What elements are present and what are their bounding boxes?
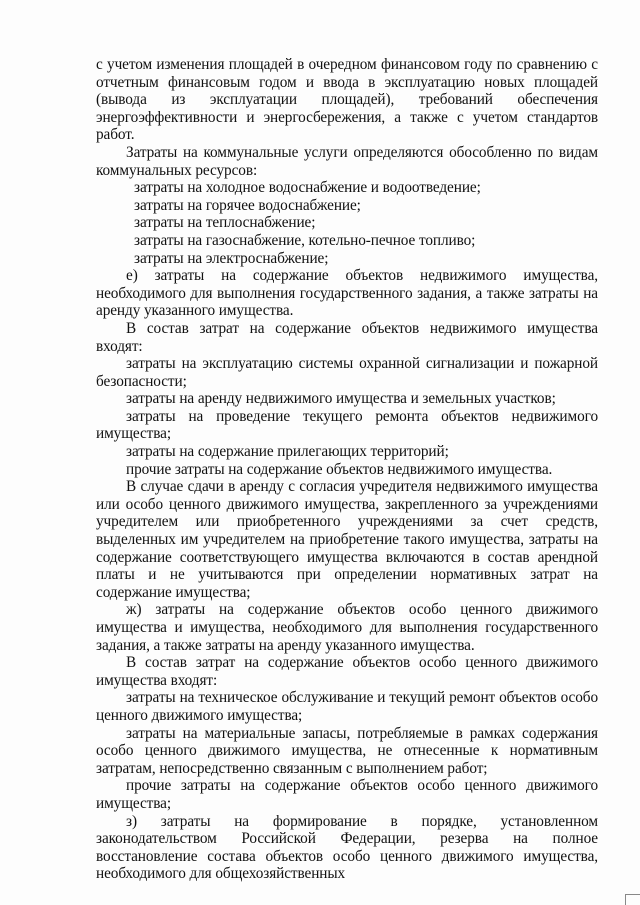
list-item-other-movable: прочие затраты на содержание объектов особо ценного движимого имущества;	[96, 777, 598, 812]
paragraph-utilities-intro: Затраты на коммунальные услуги определяются обособленно по видам коммунальных ресурсов:	[96, 143, 598, 179]
list-item-gas: затраты на газоснабжение, котельно-печное топливо;	[134, 231, 476, 249]
paragraph-e-real-estate: е) затраты на содержание объектов недвижимого имущества, необходимого для выполнения государственного задания, а также затраты на аренду указанного имущества.	[96, 267, 598, 320]
list-item-cold-water: затраты на холодное водоснабжение и водоотведение;	[134, 179, 481, 197]
paragraph-continuation: с учетом изменения площадей в очередном финансовом году по сравнению с отчетным финансовым годом и ввода в эксплуатацию новых площадей (вывода из эксплуатации площадей), требований обеспечения энергоэффективности и энергосбережения, а также с учетом стандартов работ.	[96, 56, 598, 144]
paragraph-lease-case: В случае сдачи в аренду с согласия учредителя недвижимого имущества или особо ценного движимого имущества, закрепленного за учреждениями учредителем или приобретенного учреждениями за счет средств, выделенных им учредителем на приобретение такого имущества, затраты на содержание соответствующего имущества включаются в состав арендной платы и не учитываются при определении нормативных затрат на содержание имущества;	[96, 478, 598, 601]
list-item-electricity: затраты на электроснабжение;	[134, 249, 329, 267]
list-item-territories: затраты на содержание прилегающих территорий;	[126, 443, 449, 461]
list-item-maintenance: затраты на техническое обслуживание и текущий ремонт объектов особо ценного движимого имущества;	[96, 689, 598, 724]
list-item-hot-water: затраты на горячее водоснабжение;	[134, 196, 361, 214]
list-item-security-alarm: затраты на эксплуатацию системы охранной сигнализации и пожарной безопасности;	[96, 355, 598, 390]
paragraph-z-reserve: з) затраты на формирование в порядке, установленном законодательством Российской Федерации, резерва на полное восстановление состава объектов особо ценного движимого имущества, необходимого для общехозяйственных	[96, 812, 598, 883]
list-item-repair: затраты на проведение текущего ремонта объектов недвижимого имущества;	[96, 407, 598, 443]
paragraph-zh-movable: ж) затраты на содержание объектов особо ценного движимого имущества и имущества, необходимого для выполнения государственного задания, а также затраты на аренду указанного имущества.	[96, 601, 598, 654]
page-corner-mark	[625, 894, 640, 905]
list-item-materials: затраты на материальные запасы, потребляемые в рамках содержания особо ценного движимого имущества, не отнесенные к нормативным затратам, непосредственно связанным с выполнением работ;	[96, 724, 598, 777]
paragraph-real-estate-costs: В состав затрат на содержание объектов недвижимого имущества входят:	[96, 319, 598, 355]
paragraph-movable-costs: В состав затрат на содержание объектов особо ценного движимого имущества входят:	[96, 654, 598, 689]
list-item-rent: затраты на аренду недвижимого имущества и земельных участков;	[126, 390, 556, 408]
list-item-other-real-estate: прочие затраты на содержание объектов недвижимого имущества.	[126, 460, 553, 478]
list-item-heating: затраты на теплоснабжение;	[134, 214, 316, 232]
document-body	[96, 56, 598, 883]
